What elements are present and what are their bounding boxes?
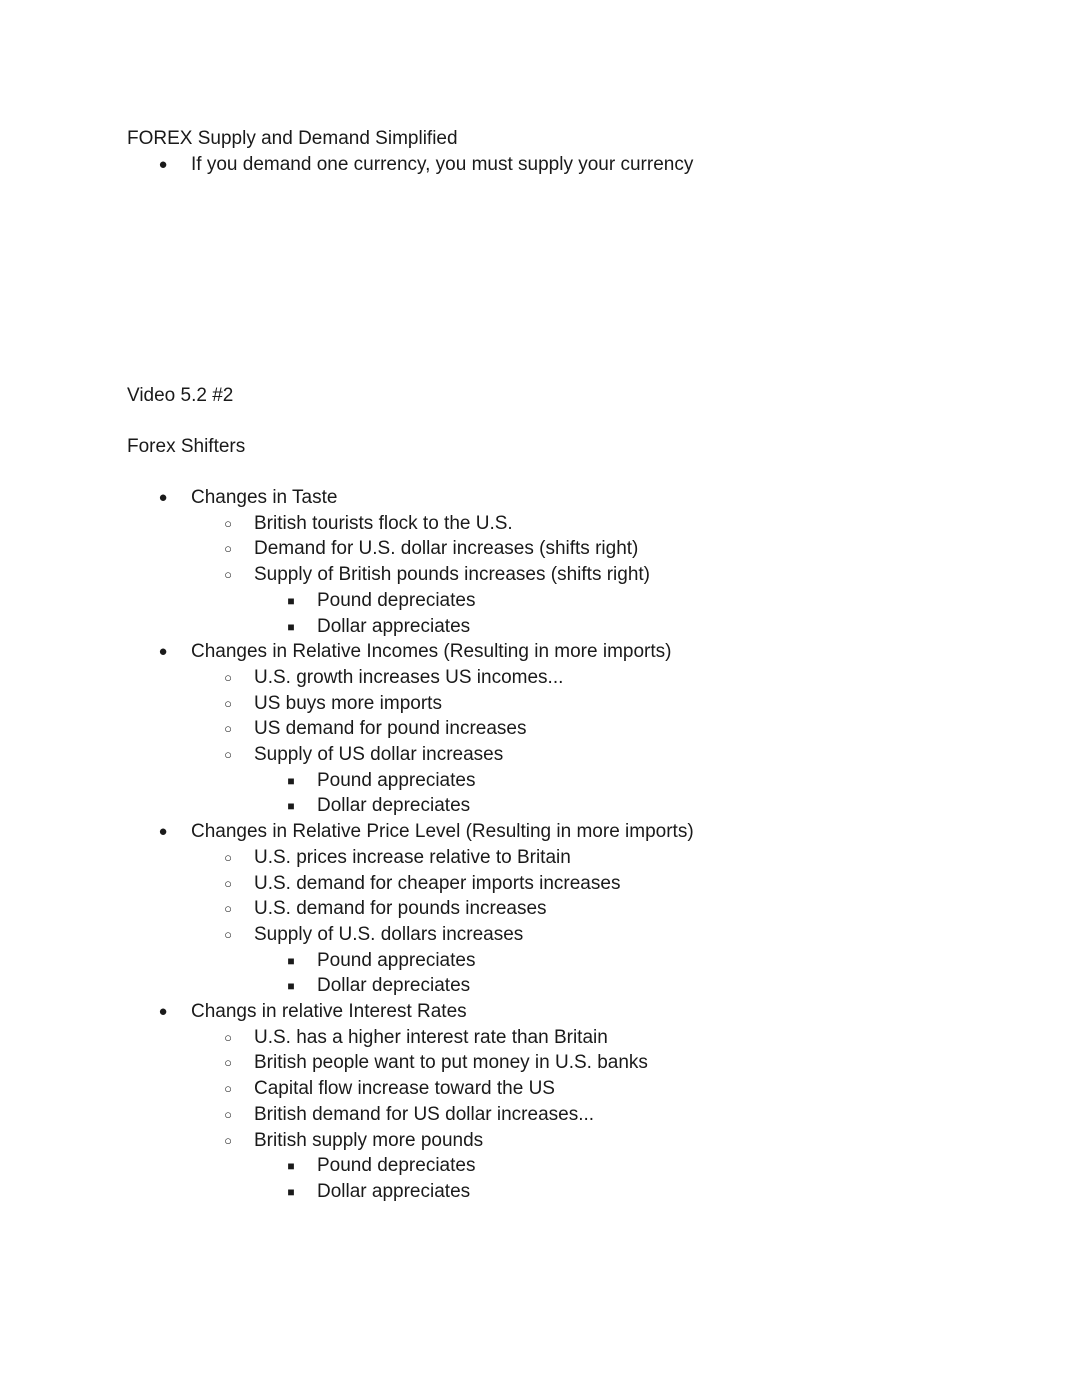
shifter-point: Supply of British pounds increases (shifts right) — [254, 564, 651, 585]
bullet-icon: ■ — [287, 1185, 295, 1199]
shifter-point: Capital flow increase toward the US — [254, 1078, 555, 1099]
section-heading: Forex Shifters — [127, 436, 246, 457]
title-bullet-text: If you demand one currency, you must supply your currency — [191, 154, 694, 175]
bullet-icon: ○ — [224, 1055, 232, 1070]
bullet-icon: ○ — [224, 850, 232, 865]
bullet-icon: ○ — [224, 721, 232, 736]
bullet-icon: ○ — [224, 670, 232, 685]
shifter-point: British tourists flock to the U.S. — [254, 513, 513, 534]
shifter-point: U.S. has a higher interest rate than Britain — [254, 1027, 608, 1048]
bullet-icon: ○ — [224, 516, 232, 531]
shifter-point: British demand for US dollar increases... — [254, 1104, 595, 1125]
bullet-icon: ● — [158, 489, 168, 506]
shifter-point: U.S. demand for pounds increases — [254, 898, 547, 919]
bullet-icon: ■ — [287, 1159, 295, 1173]
doc-title: FOREX Supply and Demand Simplified — [127, 128, 458, 149]
shifter-result: Dollar appreciates — [317, 616, 471, 637]
shifter-point: Demand for U.S. dollar increases (shifts right) — [254, 538, 639, 559]
bullet-icon: ■ — [287, 774, 295, 788]
bullet-icon: ■ — [287, 594, 295, 608]
bullet-icon: ○ — [224, 927, 232, 942]
shifter-heading: Changes in Relative Price Level (Resulting in more imports) — [191, 821, 694, 842]
bullet-icon: ○ — [224, 541, 232, 556]
shifter-result: Pound appreciates — [317, 950, 476, 971]
bullet-icon: ● — [158, 823, 168, 840]
bullet-icon: ○ — [224, 1081, 232, 1096]
bullet-icon: ○ — [224, 1030, 232, 1045]
shifter-point: U.S. demand for cheaper imports increases — [254, 873, 621, 894]
bullet-icon: ○ — [224, 696, 232, 711]
video-reference: Video 5.2 #2 — [127, 385, 234, 406]
bullet-icon: ○ — [224, 876, 232, 891]
shifter-point: U.S. growth increases US incomes... — [254, 667, 564, 688]
shifter-heading: Changes in Taste — [191, 487, 338, 508]
bullet-icon: ○ — [224, 1107, 232, 1122]
shifter-result: Dollar depreciates — [317, 795, 471, 816]
bullet-icon: ○ — [224, 1133, 232, 1148]
shifter-point: US buys more imports — [254, 693, 442, 714]
shifter-result: Pound appreciates — [317, 770, 476, 791]
bullet-icon: ● — [158, 156, 168, 173]
shifter-heading: Changs in relative Interest Rates — [191, 1001, 467, 1022]
bullet-icon: ■ — [287, 620, 295, 634]
shifter-result: Pound depreciates — [317, 1155, 476, 1176]
shifter-result: Pound depreciates — [317, 590, 476, 611]
bullet-icon: ○ — [224, 567, 232, 582]
bullet-icon: ■ — [287, 954, 295, 968]
shifter-result: Dollar appreciates — [317, 1181, 471, 1202]
shifter-point: British people want to put money in U.S. banks — [254, 1052, 648, 1073]
bullet-icon: ○ — [224, 901, 232, 916]
shifter-point: US demand for pound increases — [254, 718, 527, 739]
shifter-point: Supply of US dollar increases — [254, 744, 504, 765]
bullet-icon: ○ — [224, 747, 232, 762]
bullet-icon: ■ — [287, 799, 295, 813]
shifter-result: Dollar depreciates — [317, 975, 471, 996]
shifter-heading: Changes in Relative Incomes (Resulting in more imports) — [191, 641, 672, 662]
bullet-icon: ● — [158, 643, 168, 660]
shifter-point: Supply of U.S. dollars increases — [254, 924, 524, 945]
shifter-point: U.S. prices increase relative to Britain — [254, 847, 571, 868]
bullet-icon: ● — [158, 1003, 168, 1020]
bullet-icon: ■ — [287, 979, 295, 993]
shifter-point: British supply more pounds — [254, 1130, 484, 1151]
